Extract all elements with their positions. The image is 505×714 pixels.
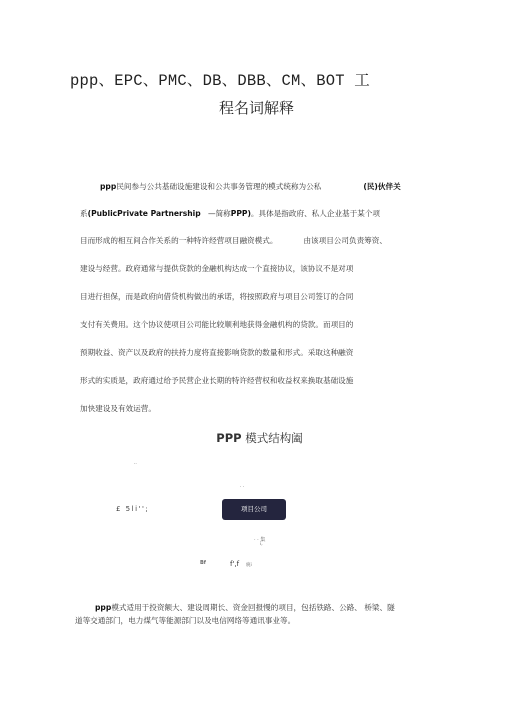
footer-line-2: 道等交通部门，电力煤气等能源部门以及电信网络等通讯事业等。 [75,616,296,625]
diagram-fragment-d: i, [260,542,263,547]
footer-line-1 [95,603,395,613]
paragraph-line-3-end: 由该项目公司负责筹资、 [303,236,387,245]
diagram-fragment-g: 疵i [246,563,252,568]
paragraph-line-6: 支付有关费用。这个协议使项目公司能比较顺利地获得金融机构的贷款。而项目的 [80,320,354,329]
paragraph-line-2-mid: —简称 [207,209,231,218]
diagram-title-text: 模式结构阖 [245,431,303,445]
paragraph-line-4: 建设与经营。政府通常与提供贷款的金融机构达成一个直接协议，该协议不是对项 [80,264,354,273]
diagram-fragment-e: Bf [200,560,206,566]
paragraph-line-9: 加快建设及有效运营。 [80,404,156,413]
diagram-fragment-b: · · [240,485,245,490]
diagram-fragment-c: · · 集 [254,537,266,543]
term-ppp: ppp [100,182,117,191]
document-title-line-2: 程名词解释 [218,99,294,117]
paragraph-line-8: 形式的实质是，政府通过给予民营企业长期的特许经营权和收益权来换取基础设施 [80,376,354,385]
paragraph-line-1-text: 民间参与公共基础设施建设和公共事务管理的模式统称为公私 [116,182,322,191]
paragraph-line-1 [100,182,401,192]
project-company-box [222,499,286,520]
paragraph-line-2-text: 。具体是指政府、私人企业基于某个项 [250,209,381,218]
term-public-private-partnership: (PublicPrivate Partnership [87,209,201,218]
diagram-title-bold: PPP [216,431,242,445]
paragraph-line-7: 预期收益、资产以及政府的扶持力度将直接影响贷款的数量和形式。采取这种融资 [80,348,354,357]
term-ppp-abbr: PPP) [230,209,251,218]
document-title-line-1: ppp、EPC、PMC、DB、DBB、CM、BOT 工 [70,72,370,90]
paragraph-line-3-text: 目而形成的相互间合作关系的一种特许经营项目融资模式。 [80,236,278,245]
diagram-fragment-f: f',f [230,560,240,568]
footer-line-1-text: 模式适用于投资额大、建设周期长、资金回报慢的项目，包括铁路、公路、 桥梁、隧 [111,603,395,612]
project-company-label: 项目公司 [241,505,267,513]
diagram-left-label: £ 5li''; [116,505,150,513]
diagram-fragment-a: ·· [134,462,137,467]
paragraph-line-3 [80,236,387,246]
paragraph-line-2-prefix: 系 [80,209,88,218]
paragraph-line-1-end: (民)伙伴关 [363,182,401,191]
footer-term-ppp: ppp [95,603,112,612]
diagram-title [0,430,505,446]
paragraph-line-2 [80,209,380,219]
paragraph-line-5: 目进行担保，而是政府向借贷机构做出的承诺，将按照政府与项目公司签订的合同 [80,292,354,301]
